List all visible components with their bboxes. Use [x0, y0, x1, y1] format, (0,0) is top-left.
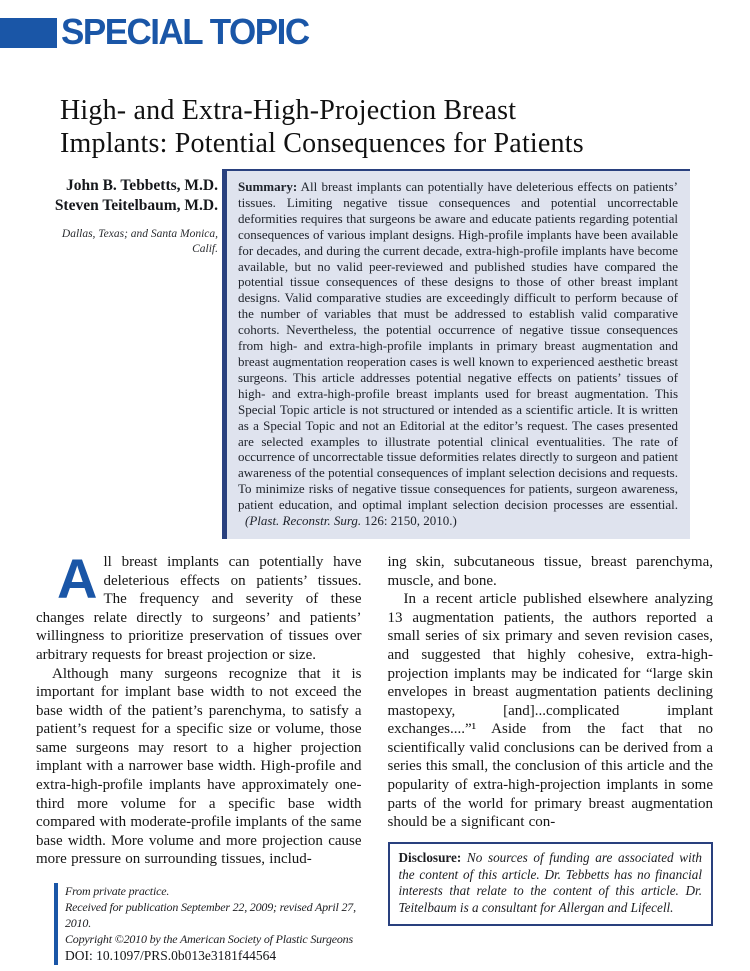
summary-body: All breast implants can potentially have deleterious effects on patients’ tissues. Limiting negative tissue consequences and potential uncorrectable deformities requires that surgeons be aware and educate patients regarding potential consequences of various implant designs. High-profile implants have been available for decades, and during the current decade, extra-high-profile implants have become available, but no valid peer-reviewed and published studies have compared the potential tissue consequences of these designs to those of other breast implant designs. Valid comparative studies are exceedingly difficult to perform because of the number of variables that must be addressed to establish valid comparative cohorts. Nevertheless, the potential occurrence of negative tissue consequences from high- and extra-high-profile implants in primary breast augmentation and breast augmentation reoperation cases is well known to experienced aesthetic breast surgeons. This article addresses potential negative effects on patients’ tissues of high- and extra-high-profile breast implants used for breast augmentation. This Special Topic article is not structured or intended as a scientific article. It is written as a Special Topic and not an Editorial at the editor’s request. The cases presented are selected examples to illustrate potential clinical eventualities. The rate of occurrence of uncorrectable tissue deformities relates directly to surgeon and patient awareness of the potential consequences of implant selection decisions and requests. To minimize risks of negative tissue consequences for patients, surgeon awareness, patient education, and optimal implant selection decision processes are essential.	[238, 179, 678, 513]
title-line-1: High- and Extra-High-Projection Breast	[60, 95, 517, 126]
citation-volume: 126: 2150, 2010.)	[364, 513, 457, 529]
author-affiliation: Dallas, Texas; and Santa Monica, Calif.	[61, 228, 218, 255]
title-line-2: Implants: Potential Consequences for Patients	[60, 128, 584, 159]
author-name-2: Steven Teitelbaum, M.D.	[54, 197, 218, 214]
footnote-doi: DOI: 10.1097/PRS.0b013e3181f44564	[65, 948, 277, 964]
citation-journal: (Plast. Reconstr. Surg.	[245, 513, 362, 529]
lead-section	[36, 169, 690, 539]
kicker	[0, 0, 750, 53]
left-column	[36, 546, 362, 965]
footnote-received: Received for publication September 22, 2009; revised April 27, 2010.	[65, 900, 356, 931]
author-name-1: John B. Tebbetts, M.D.	[65, 177, 218, 194]
right-column	[388, 553, 714, 965]
summary-box	[222, 169, 690, 539]
dropcap: A	[57, 546, 98, 610]
disclosure-box	[388, 842, 714, 926]
footnote-copyright: Copyright ©2010 by the American Society of Plastic Surgeons	[65, 932, 353, 947]
footnote-practice: From private practice.	[65, 884, 170, 899]
kicker-accent-block	[0, 18, 57, 48]
paragraph-4: In a recent article published elsewhere analyzing 13 augmentation patients, the authors reported a small series of six primary and seven revision cases, and suggested that highly cohesive, extra-high-projection implants may be indicated for “large skin envelopes in breast augmentation patients declining mastopexy, [and]...complicated implant exchanges....”¹ Aside from the fact that no scientifically valid conclusions can be derived from a series this small, the conclusion of this article and the popularity of extra-high-projection implants in some parts of the world for primary breast augmentation should be a significant con-	[387, 591, 713, 831]
disclosure-label: Disclosure:	[398, 849, 462, 865]
disclosure-text	[399, 850, 703, 917]
paragraph-2: Although many surgeons recognize that it is important for implant base width to not exceed the base width of the patient’s parenchyma, to satisfy a patient’s request for a specific size or volume, those same surgeons may resort to a higher projection implant with a narrower base width. High-profile and extra-high-profile implants have approximately one-third more volume for a specific base width compared with moderate-profile implants of the same base width. More volume and more projection cause more pressure on surrounding tissues, includ-	[36, 665, 362, 868]
disclosure-body: No sources of funding are associated with the content of this article. Dr. Tebbetts has no financial interests that relate to the content of this article. Dr. Teitelbaum is a consultant for Allergan and Lifecell.	[398, 849, 703, 915]
article-title	[60, 94, 690, 160]
journal-citation	[245, 513, 457, 528]
kicker-label: SPECIAL TOPIC	[61, 11, 309, 53]
summary-text	[238, 179, 678, 529]
summary-label: Summary:	[238, 179, 298, 194]
footnote-block	[54, 883, 362, 965]
paragraph-1-text: ll breast implants can potentially have deleterious effects on patients’ tissues. The frequency and severity of these changes relate directly to surgeons’ and patients’ willingness to prioritize preservation of tissues over arbitrary requests for breast projection or size.	[36, 553, 362, 663]
paragraph-1	[36, 546, 362, 665]
author-block	[36, 169, 222, 539]
body-columns	[36, 546, 713, 965]
paragraph-3: ing skin, subcutaneous tissue, breast parenchyma, muscle, and bone.	[387, 553, 713, 589]
